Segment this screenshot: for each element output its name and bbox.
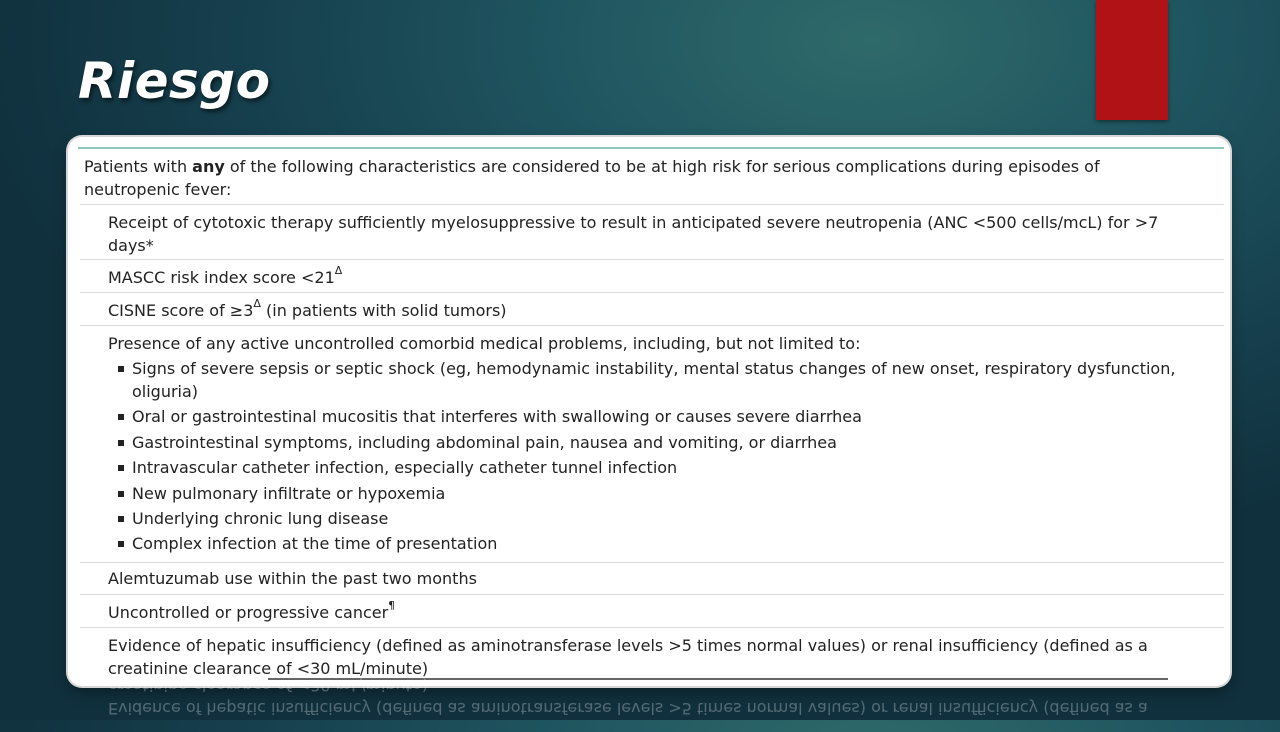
footnote-mark: Δ [334,264,343,277]
accent-bar [1096,0,1168,120]
criteria-row [80,204,1224,257]
intro-text [84,155,1174,201]
list-item: Intravascular catheter infection, especially catheter tunnel infection [118,456,1224,479]
criteria-text: Alemtuzumab use within the past two months [108,569,477,588]
criteria-note: (in patients with solid tumors) [260,301,507,320]
criteria-label: MASCC risk index score <21 [108,268,335,287]
slide-title: Riesgo [78,52,271,110]
list-item: Complex infection at the time of presentation [118,532,1224,555]
criteria-text: Receipt of cytotoxic therapy sufficiently myelosuppressive to result in anticipated severe neutropenia (ANC <500 cells/mcL) for >7 days* [108,213,1159,255]
criteria-label: CISNE score of ≥3 [108,301,254,320]
criteria-row [80,562,1224,590]
criteria-text: Presence of any active uncontrolled comorbid medical problems, including, but not limited to: [108,334,861,353]
criteria-row [80,627,1224,680]
comorbidity-list [80,357,1224,555]
criteria-text [80,595,1224,624]
card-reflection [68,676,1230,732]
reflection-text: Evidence of hepatic insufficiency (defined as aminotransferase levels >5 times normal values) or renal insufficiency (defined as a creatinine clearance of <30 mL/minute) [108,676,1148,718]
content-card [68,137,1230,686]
criteria-text [80,260,1224,289]
criteria-row [80,594,1224,624]
intro-bold: any [192,157,225,176]
footnote-mark: ¶ [388,599,396,612]
intro-before: Patients with [84,157,193,176]
list-item: Oral or gastrointestinal mucositis that interferes with swallowing or causes severe diarrhea [118,405,1224,428]
criteria-row [80,259,1224,289]
list-item: Gastrointestinal symptoms, including abdominal pain, nausea and vomiting, or diarrhea [118,431,1224,454]
criteria-label: Uncontrolled or progressive cancer [108,603,389,622]
top-rule [78,147,1224,149]
list-item: Underlying chronic lung disease [118,507,1224,530]
footnote-mark: Δ [253,297,261,310]
criteria-row [80,325,1224,558]
criteria-row [80,292,1224,322]
intro-after: of the following characteristics are considered to be at high risk for serious complications during episodes of neutropenic fever: [84,157,1100,199]
criteria-text: Evidence of hepatic insufficiency (defined as aminotransferase levels >5 times normal values) or renal insufficiency (defined as a creatinine clearance of <30 mL/minute) [108,636,1148,678]
list-item: Signs of severe sepsis or septic shock (eg, hemodynamic instability, mental status changes of new onset, respiratory dysfunction, oliguria) [118,357,1224,403]
criteria-text [80,293,1224,322]
list-item: New pulmonary infiltrate or hypoxemia [118,482,1224,505]
